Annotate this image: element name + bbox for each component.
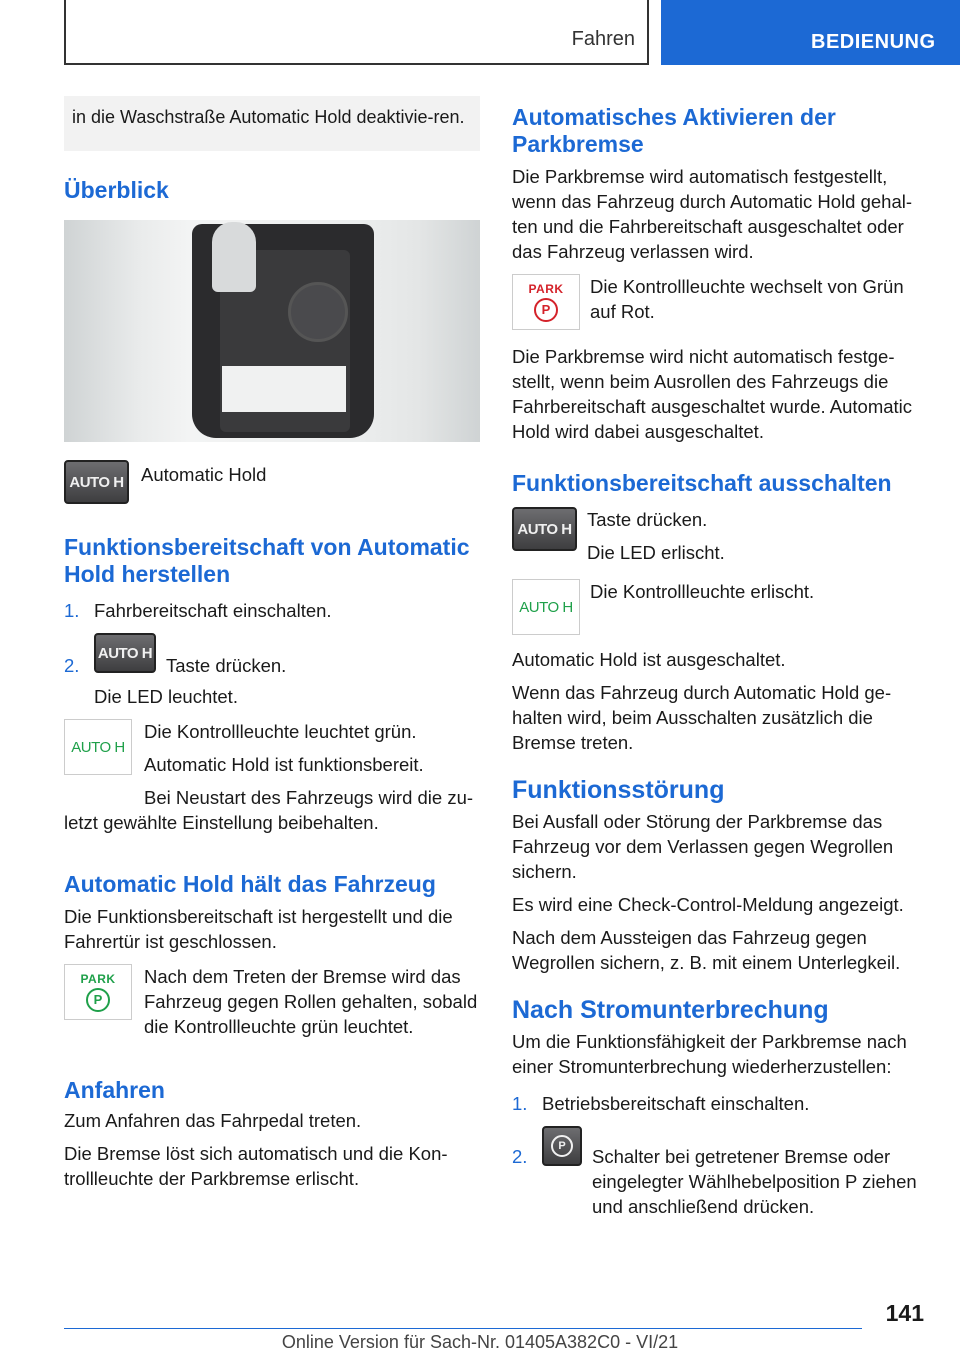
step-text: Schalter bei getretener Bremse oder eingelegter Wählhebelposition P ziehen und anschließend drücken. (592, 1146, 917, 1217)
step-text: Betriebsbereitschaft einschalten. (542, 1093, 810, 1114)
footer-divider (64, 1328, 862, 1329)
list-item (64, 598, 480, 623)
power-heading: Nach Stromunterbrechung (512, 996, 829, 1024)
start-text-2: Die Bremse löst sich automatisch und die Kon-trollleuchte der Parkbremse erlischt. (64, 1143, 448, 1189)
step-number: 1. (64, 600, 80, 621)
off-light-text: Die Kontrollleuchte erlischt. (590, 581, 815, 602)
parking-brake-switch-icon: P (542, 1126, 582, 1166)
park-red-indicator-icon: PARK P (512, 274, 580, 330)
step-number: 2. (512, 1146, 528, 1167)
off-result-text: Automatic Hold ist ausgeschaltet. (512, 649, 786, 670)
red-light-text: Die Kontrollleuchte wechselt von Grün auf Rot. (590, 276, 904, 322)
power-text: Um die Funktionsfähigkeit der Parkbremse nach einer Stromunterbrechung wiederherzustellen: (512, 1031, 907, 1077)
restart-text-2: letzt gewählte Einstellung beibehalten. (64, 812, 379, 833)
fault-heading: Funktionsstörung (512, 776, 725, 804)
note-box (64, 96, 480, 151)
step-text: Fahrbereitschaft einschalten. (94, 600, 332, 621)
off-note-text: Wenn das Fahrzeug durch Automatic Hold ge-halten wird, beim Ausschalten zusätzlich die Bremse treten. (512, 682, 892, 753)
led-on-text: Die LED leuchtet. (94, 686, 238, 707)
page-number: 141 (885, 1300, 924, 1326)
header-section: BEDIENUNG (811, 31, 936, 53)
auto-h-button-icon: AUTO H (64, 460, 129, 504)
console-photo (64, 220, 480, 442)
list-item (512, 1126, 932, 1219)
hold-heading: Automatic Hold hält das Fahrzeug (64, 871, 436, 897)
list-item (64, 633, 480, 678)
ready-text: Automatic Hold ist funktionsbereit. (144, 754, 424, 775)
header-chapter-box (64, 0, 649, 65)
off-press-text: Taste drücken. (587, 509, 708, 530)
auto-h-button-icon: AUTO H (512, 507, 577, 551)
step-number: 1. (512, 1093, 528, 1114)
auto-park-text: Die Parkbremse wird automatisch festgestellt, wenn das Fahrzeug durch Automatic Hold gehal-ten und die Fahrbereitschaft ausgeschaltet oder das Fahrzeug verlassen wird. (512, 166, 913, 262)
start-heading: Anfahren (64, 1077, 165, 1103)
restart-text-1: Bei Neustart des Fahrzeugs wird die zu- (144, 787, 474, 808)
fault-text-3: Nach dem Aussteigen das Fahrzeug gegen Wegrollen sichern, z. B. mit einem Unterlegkeil. (512, 927, 901, 973)
park-green-indicator-icon: PARK P (64, 964, 132, 1020)
hold-park-text: Nach dem Treten der Bremse wird das Fahrzeug gegen Rollen gehalten, sobald die Kontrollleuchte grün leuchtet. (144, 966, 478, 1037)
green-light-text: Die Kontrollleuchte leuchtet grün. (144, 721, 417, 742)
step-text: Taste drücken. (166, 655, 287, 676)
fault-text-1: Bei Ausfall oder Störung der Parkbremse das Fahrzeug vor dem Verlassen gegen Wegrollen sichern. (512, 811, 894, 882)
auto-h-indicator-icon: AUTO H (512, 579, 580, 635)
list-item (512, 1091, 932, 1116)
overview-heading: Überblick (64, 177, 169, 203)
hold-text: Die Funktionsbereitschaft ist hergestellt und die Fahrertür ist geschlossen. (64, 906, 453, 952)
step-number: 2. (64, 655, 80, 676)
auto-h-caption: Automatic Hold (141, 464, 267, 485)
note-text: in die Waschstraße Automatic Hold deaktivie-ren. (72, 107, 465, 127)
header-section-box (661, 0, 960, 65)
auto-park-heading: Automatisches Aktivieren der Parkbremse (512, 104, 836, 157)
footer-text: Online Version für Sach-Nr. 01405A382C0 - VI/21 (281, 1332, 679, 1352)
center-console-image (192, 224, 374, 438)
start-text-1: Zum Anfahren das Fahrpedal treten. (64, 1110, 362, 1131)
header-chapter: Fahren (571, 28, 635, 50)
right-column (512, 96, 932, 1219)
setup-heading: Funktionsbereitschaft von Automatic Hold herstellen (64, 534, 470, 587)
controller-knob-image (288, 282, 348, 342)
left-column (64, 96, 480, 1191)
auto-h-green-indicator-icon: AUTO H (64, 719, 132, 775)
fault-text-2: Es wird eine Check-Control-Meldung angezeigt. (512, 894, 904, 915)
auto-h-button-icon: AUTO H (94, 633, 156, 673)
not-auto-text: Die Parkbremse wird nicht automatisch festge-stellt, wenn beim Ausrollen des Fahrzeugs die Fahrbereitschaft ausgeschaltet wurde. Automatic Hold wird dabei ausgeschaltet. (512, 346, 913, 442)
off-heading: Funktionsbereitschaft ausschalten (512, 470, 892, 496)
gear-lever-image (212, 222, 256, 292)
off-led-text: Die LED erlischt. (587, 542, 725, 563)
